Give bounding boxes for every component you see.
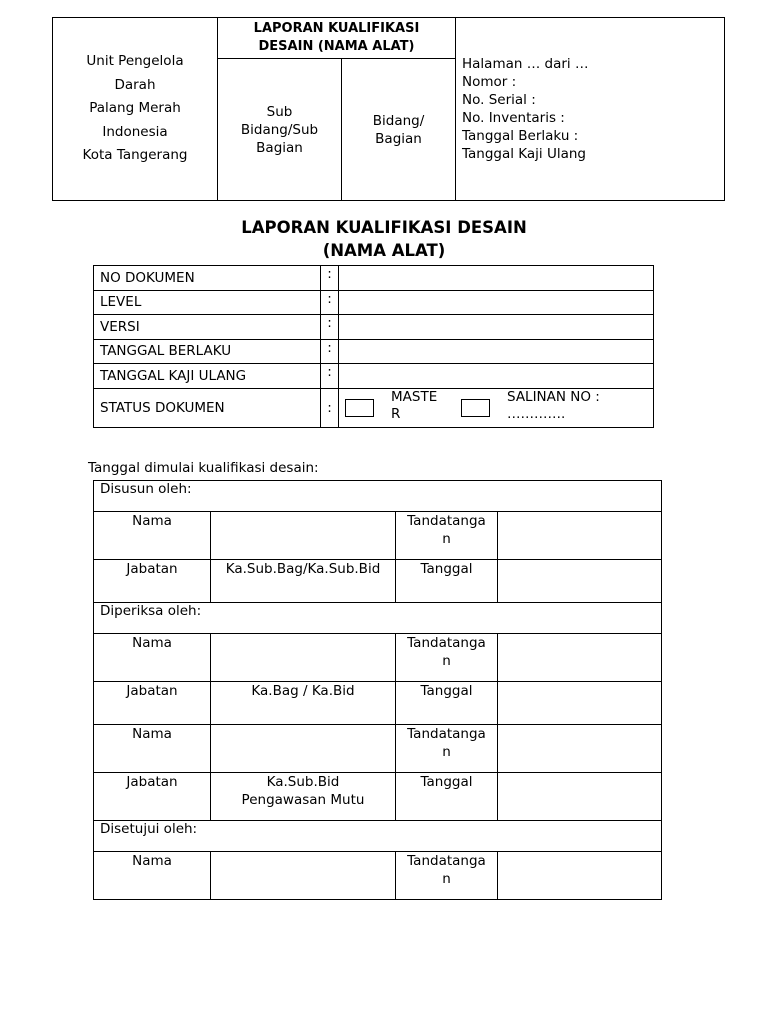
- jabatan-text: Jabatan: [126, 683, 178, 699]
- meta-tanggal-kaji-ulang: Tanggal Kaji Ulang: [462, 146, 587, 162]
- tanggal-label: [396, 682, 498, 725]
- nama-text: Nama: [132, 726, 172, 742]
- info-label: NO DOKUMEN: [94, 266, 321, 291]
- info-row: [94, 315, 654, 340]
- nama-label: [94, 634, 211, 682]
- jabatan-value: [211, 682, 396, 725]
- nama-value: [211, 852, 396, 900]
- info-colon: :: [321, 339, 339, 364]
- master-label-line: R: [391, 405, 401, 422]
- tandatangan-value: [498, 634, 662, 682]
- bidang-line: Bagian: [375, 130, 422, 147]
- nama-text: Nama: [132, 635, 172, 651]
- jabatan-label: [94, 560, 211, 603]
- tanggal-label: [396, 560, 498, 603]
- tanggal-text: Tanggal: [420, 561, 473, 577]
- meta-cell: [456, 18, 725, 201]
- meta-nomor: Nomor :: [462, 74, 517, 90]
- tandatangan-label: [396, 725, 498, 773]
- bidang-cell: [342, 59, 456, 201]
- tanggal-value: [498, 682, 662, 725]
- bidang-line: Bidang/: [372, 112, 425, 129]
- section-row: [94, 603, 662, 634]
- jabatan-text: Jabatan: [126, 774, 178, 790]
- nama-value: [211, 512, 396, 560]
- salinan-label: [507, 389, 600, 423]
- jabatan-label: [94, 682, 211, 725]
- meta-serial: No. Serial :: [462, 92, 536, 108]
- info-row: [94, 266, 654, 291]
- info-colon: :: [321, 388, 339, 427]
- info-value: [339, 290, 654, 315]
- info-label: TANGGAL KAJI ULANG: [94, 364, 321, 389]
- info-colon: :: [321, 364, 339, 389]
- status-row: [94, 388, 654, 427]
- unit-cell: [53, 18, 218, 201]
- jabatan-label: [94, 773, 211, 821]
- document-title-line-2: (NAMA ALAT): [322, 241, 446, 260]
- header-title-line: LAPORAN KUALIFIKASI: [253, 21, 420, 36]
- jabatan-value: [211, 560, 396, 603]
- tanggal-value: [498, 560, 662, 603]
- tanggal-text: Tanggal: [420, 774, 473, 790]
- tandatangan-text: n: [442, 531, 451, 547]
- unit-line: Palang Merah: [89, 100, 181, 117]
- jabatan-row: [94, 560, 662, 603]
- nama-text: Nama: [132, 853, 172, 869]
- info-label: VERSI: [94, 315, 321, 340]
- salinan-label-line: SALINAN NO :: [507, 388, 600, 405]
- document-info-table: [93, 265, 654, 428]
- document-title-line-1: LAPORAN KUALIFIKASI DESAIN: [241, 218, 527, 237]
- info-value: [339, 339, 654, 364]
- signature-table: [93, 480, 662, 900]
- tandatangan-text: Tandatanga: [407, 513, 486, 529]
- unit-line: Darah: [114, 76, 156, 93]
- section-row: [94, 821, 662, 852]
- section-disusun: Disusun oleh:: [94, 481, 662, 512]
- nama-row: [94, 852, 662, 900]
- tanggal-text: Tanggal: [420, 683, 473, 699]
- jabatan-value-text: Pengawasan Mutu: [241, 792, 365, 808]
- unit-line: Indonesia: [102, 123, 168, 140]
- meta-tanggal-berlaku: Tanggal Berlaku :: [462, 128, 579, 144]
- nama-value: [211, 725, 396, 773]
- tandatangan-text: n: [442, 871, 451, 887]
- status-label: STATUS DOKUMEN: [94, 388, 321, 427]
- tandatangan-text: n: [442, 744, 451, 760]
- tandatangan-text: Tandatanga: [407, 853, 486, 869]
- sub-line: Bagian: [256, 139, 303, 156]
- info-label: LEVEL: [94, 290, 321, 315]
- info-row: [94, 290, 654, 315]
- meta-inventaris: No. Inventaris :: [462, 110, 565, 126]
- tandatangan-value: [498, 725, 662, 773]
- start-date-label: Tanggal dimulai kualifikasi desain:: [88, 460, 319, 476]
- nama-row: [94, 634, 662, 682]
- jabatan-value-text: Ka.Sub.Bid: [266, 774, 340, 790]
- master-checkbox[interactable]: [345, 399, 374, 417]
- tandatangan-label: [396, 512, 498, 560]
- nama-label: [94, 852, 211, 900]
- unit-line: Kota Tangerang: [82, 147, 188, 164]
- sub-line: Sub: [266, 103, 293, 120]
- info-colon: :: [321, 315, 339, 340]
- section-diperiksa: Diperiksa oleh:: [94, 603, 662, 634]
- section-disetujui: Disetujui oleh:: [94, 821, 662, 852]
- info-value: [339, 266, 654, 291]
- meta-halaman: Halaman … dari …: [462, 56, 589, 72]
- info-label: TANGGAL BERLAKU: [94, 339, 321, 364]
- nama-value: [211, 634, 396, 682]
- jabatan-value-text: Ka.Bag / Ka.Bid: [251, 683, 355, 699]
- tanggal-label: [396, 773, 498, 821]
- tandatangan-label: [396, 634, 498, 682]
- tandatangan-text: Tandatanga: [407, 635, 486, 651]
- info-value: [339, 315, 654, 340]
- header-title-line: DESAIN (NAMA ALAT): [258, 39, 415, 54]
- tandatangan-value: [498, 512, 662, 560]
- info-colon: :: [321, 266, 339, 291]
- info-row: [94, 339, 654, 364]
- tandatangan-value: [498, 852, 662, 900]
- tanggal-value: [498, 773, 662, 821]
- tandatangan-label: [396, 852, 498, 900]
- info-colon: :: [321, 290, 339, 315]
- header-table: [52, 17, 725, 201]
- unit-line: Unit Pengelola: [86, 53, 184, 70]
- status-value: [339, 388, 654, 427]
- jabatan-row: [94, 773, 662, 821]
- master-label: [391, 389, 437, 423]
- nama-label: [94, 725, 211, 773]
- jabatan-row: [94, 682, 662, 725]
- info-row: [94, 364, 654, 389]
- sub-line: Bidang/Sub: [240, 121, 319, 138]
- salinan-label-line: ………….: [507, 405, 566, 422]
- salinan-checkbox[interactable]: [461, 399, 490, 417]
- master-label-line: MASTE: [391, 388, 438, 405]
- nama-text: Nama: [132, 513, 172, 529]
- tandatangan-text: Tandatanga: [407, 726, 486, 742]
- jabatan-value: [211, 773, 396, 821]
- header-title-cell: [218, 18, 456, 59]
- sub-bidang-cell: [218, 59, 342, 201]
- jabatan-text: Jabatan: [126, 561, 178, 577]
- nama-label: [94, 512, 211, 560]
- jabatan-value-text: Ka.Sub.Bag/Ka.Sub.Bid: [225, 561, 381, 577]
- nama-row: [94, 725, 662, 773]
- tandatangan-text: n: [442, 653, 451, 669]
- info-value: [339, 364, 654, 389]
- nama-row: [94, 512, 662, 560]
- section-row: [94, 481, 662, 512]
